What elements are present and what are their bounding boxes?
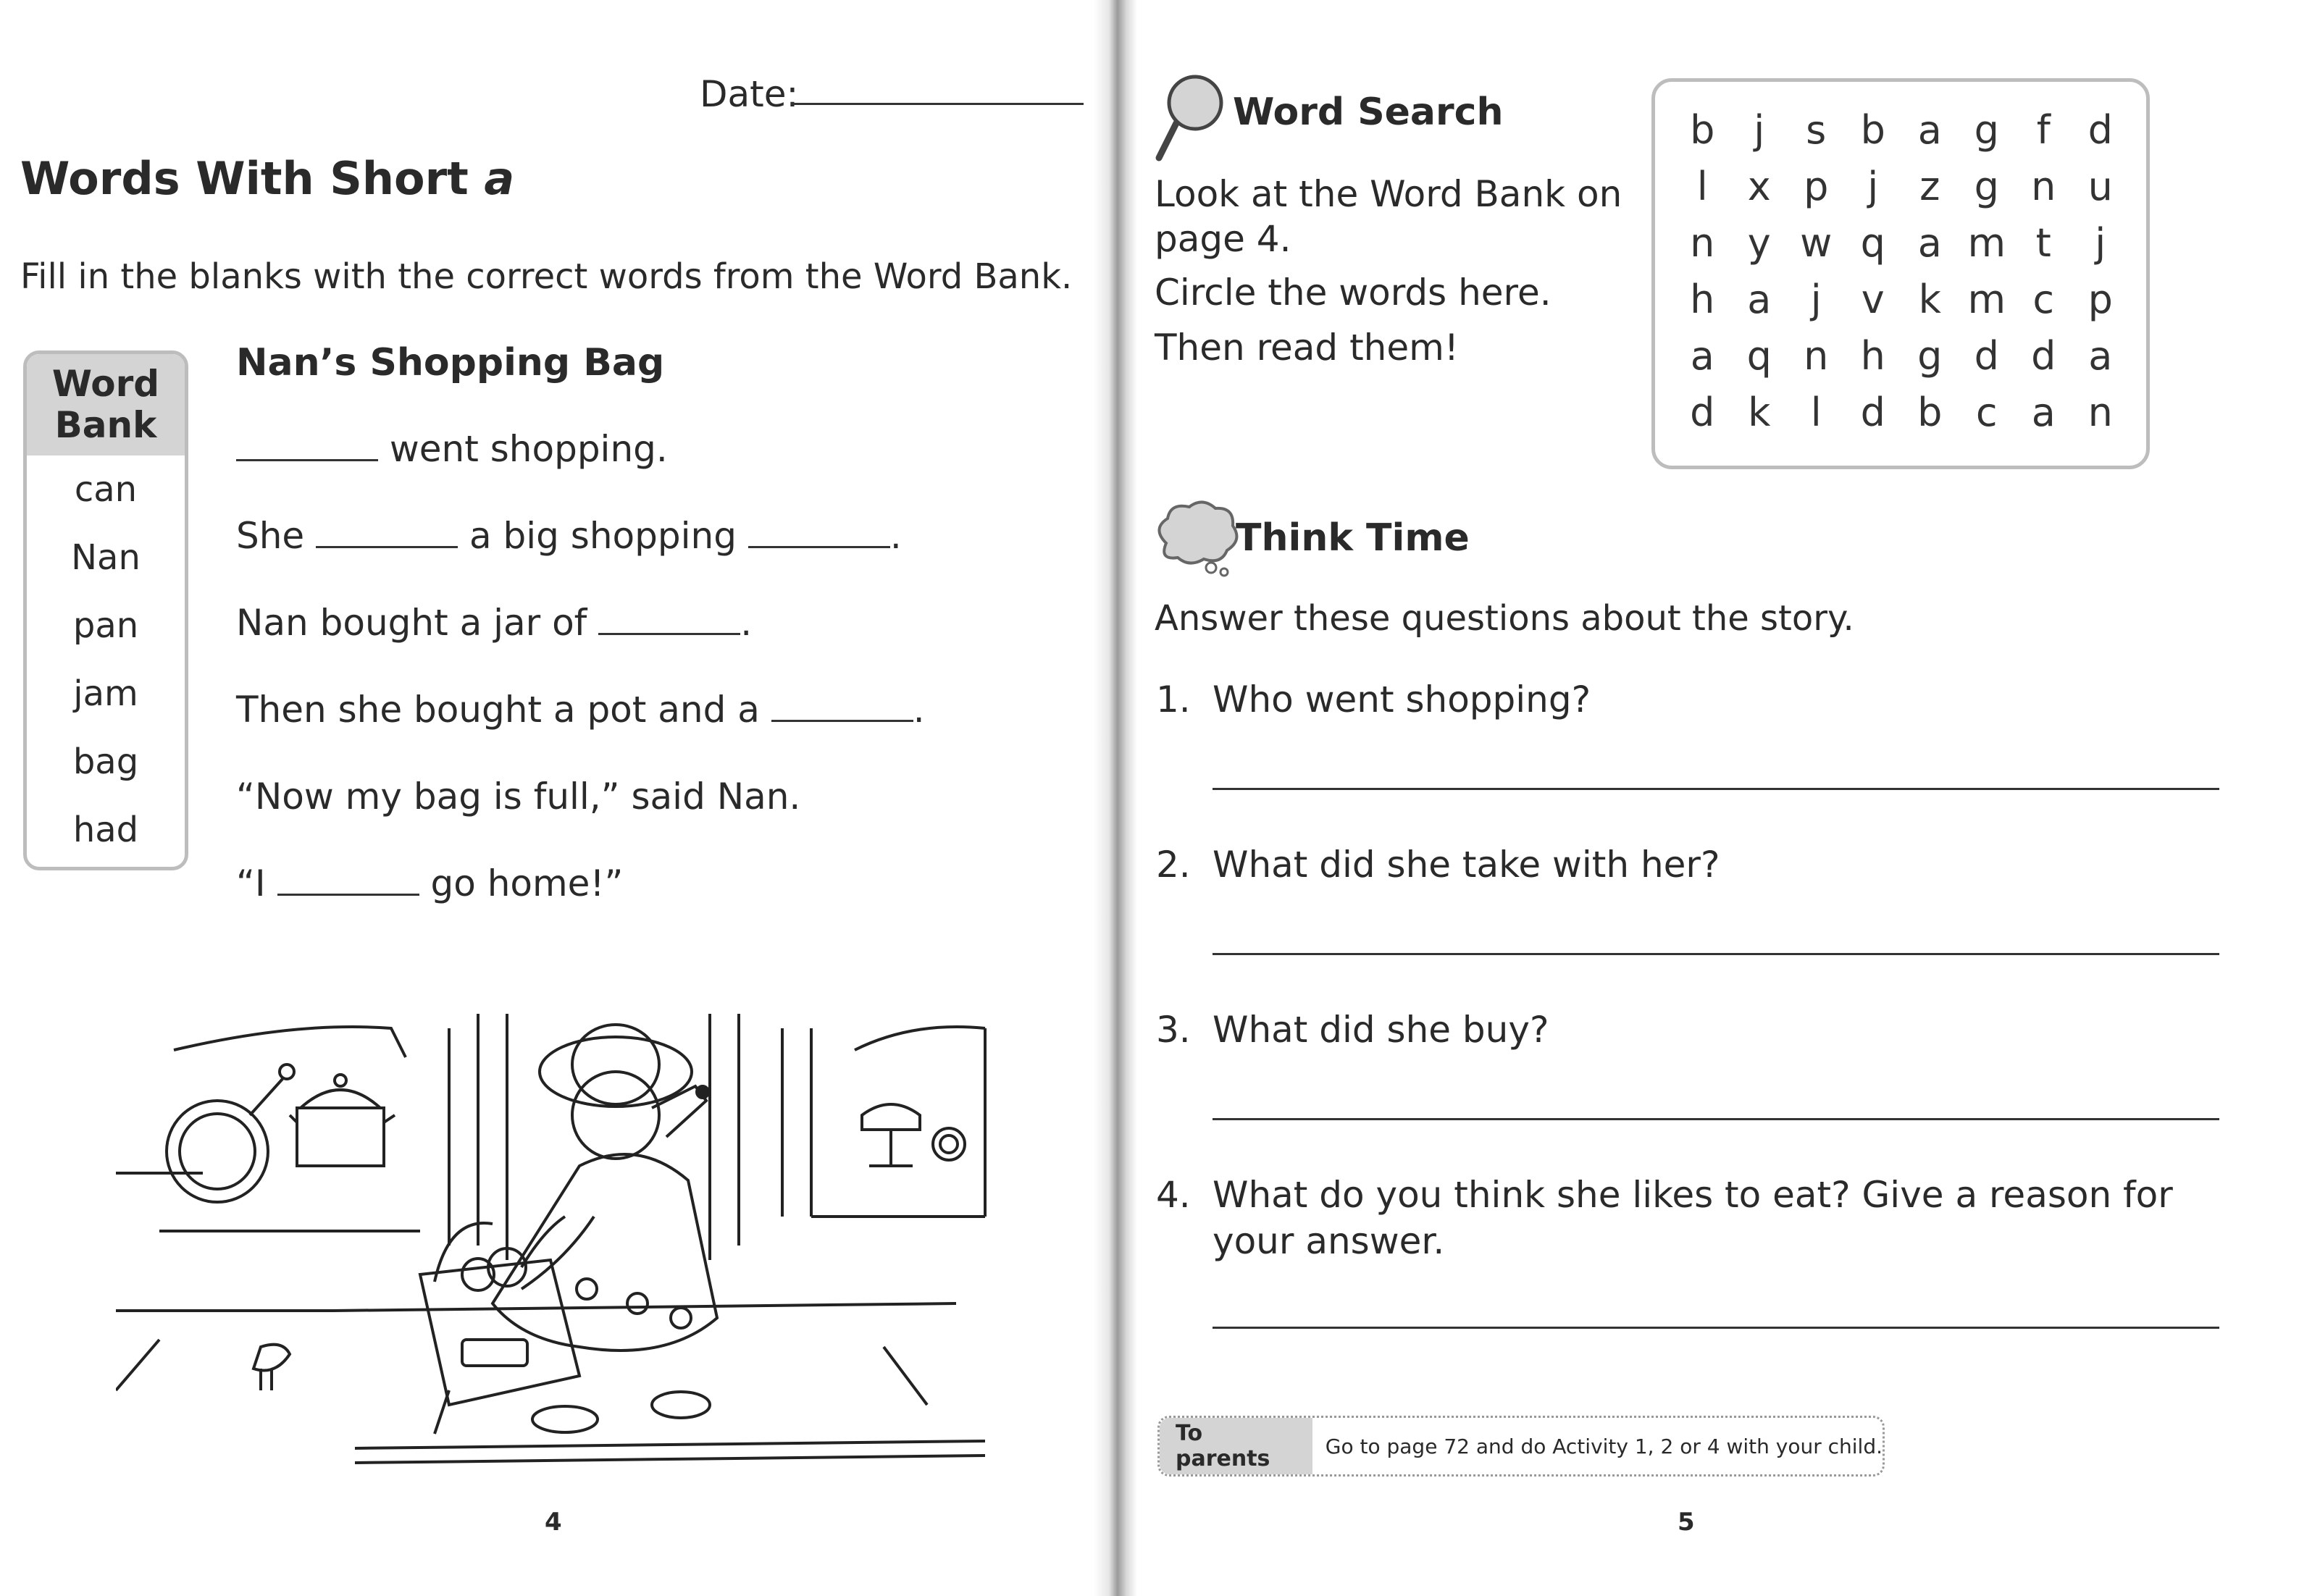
- grid-letter[interactable]: x: [1747, 164, 1771, 209]
- grid-letter[interactable]: l: [1696, 164, 1708, 209]
- parents-message: Go to page 72 and do Activity 1, 2 or 4 with your child.: [1325, 1434, 1883, 1458]
- word-search-text-2: page 4.: [1155, 218, 1291, 260]
- grid-letter[interactable]: j: [1810, 277, 1822, 322]
- grid-letter[interactable]: b: [1860, 107, 1885, 153]
- story-text: go home!”: [430, 862, 624, 904]
- story-text: Then she bought a pot and a: [236, 689, 760, 731]
- story-text: went shopping.: [389, 428, 668, 470]
- grid-letter[interactable]: d: [1690, 390, 1715, 435]
- grid-letter[interactable]: m: [1967, 220, 2006, 266]
- word-search-text-4: Then read them!: [1155, 327, 1459, 369]
- story-text: “I: [236, 862, 266, 904]
- date-field[interactable]: [791, 103, 1084, 105]
- grid-letter[interactable]: q: [1746, 333, 1772, 379]
- grid-letter[interactable]: a: [1747, 277, 1772, 322]
- word-bank-heading-line1: Word: [51, 362, 160, 405]
- word-bank-item: Nan: [71, 537, 141, 578]
- grid-letter[interactable]: s: [1806, 107, 1827, 153]
- left-page: [0, 0, 1101, 1596]
- think-time-instruction: Answer these questions about the story.: [1155, 598, 1854, 639]
- grid-letter[interactable]: v: [1861, 277, 1885, 322]
- word-search-grid-box: [1651, 78, 2150, 469]
- bear-shopping-illustration: [116, 999, 1014, 1477]
- grid-letter[interactable]: n: [2087, 390, 2113, 435]
- story-line-2: [236, 514, 902, 558]
- grid-letter[interactable]: t: [2035, 220, 2051, 266]
- story-text: a big shopping: [469, 515, 737, 557]
- grid-letter[interactable]: g: [1917, 333, 1943, 379]
- grid-letter[interactable]: d: [1860, 390, 1885, 435]
- grid-letter[interactable]: c: [1975, 390, 1998, 435]
- story-line-6: [236, 862, 623, 905]
- word-bank-item: can: [74, 469, 138, 510]
- story-text: Nan bought a jar of: [236, 602, 587, 644]
- story-line-3: [236, 601, 752, 644]
- question-text-continued: your answer.: [1213, 1220, 1445, 1262]
- grid-letter[interactable]: f: [2036, 107, 2051, 153]
- story-title: Nan’s Shopping Bag: [236, 341, 665, 385]
- word-bank-item: bag: [72, 742, 139, 782]
- blank-field[interactable]: [771, 717, 913, 722]
- grid-letter[interactable]: p: [1804, 164, 1829, 209]
- story-text: .: [889, 515, 902, 557]
- grid-letter[interactable]: h: [1690, 277, 1715, 322]
- story-line-1: [236, 427, 668, 471]
- word-bank-item: jam: [73, 673, 138, 714]
- grid-letter[interactable]: d: [2031, 333, 2056, 379]
- grid-letter[interactable]: u: [2087, 164, 2113, 209]
- question-number: 4.: [1156, 1174, 1191, 1216]
- right-page: [1101, 0, 2299, 1596]
- grid-letter[interactable]: l: [1810, 390, 1822, 435]
- grid-letter[interactable]: n: [1690, 220, 1715, 266]
- question-number: 2.: [1156, 844, 1191, 886]
- answer-line[interactable]: [1213, 1118, 2219, 1120]
- page-title-text: Words With Short: [20, 152, 469, 205]
- question-text: Who went shopping?: [1213, 679, 1591, 721]
- story-line-5: “Now my bag is full,” said Nan.: [236, 776, 801, 818]
- page-title: [20, 152, 514, 206]
- grid-letter[interactable]: q: [1860, 220, 1885, 266]
- blank-field[interactable]: [748, 543, 890, 548]
- page-number: 4: [545, 1508, 562, 1537]
- thought-cloud-icon: [1152, 500, 1246, 579]
- page-title-letter: a: [484, 152, 515, 205]
- grid-letter[interactable]: n: [2031, 164, 2056, 209]
- blank-field[interactable]: [598, 630, 740, 635]
- story-text: .: [913, 689, 925, 731]
- grid-letter[interactable]: k: [1748, 390, 1771, 435]
- word-bank-heading-line2: Bank: [54, 404, 157, 446]
- instruction-text: Fill in the blanks with the correct words from the Word Bank.: [20, 256, 1073, 297]
- grid-letter[interactable]: j: [2095, 220, 2106, 266]
- word-bank-heading: [27, 354, 185, 455]
- grid-letter[interactable]: z: [1919, 164, 1940, 209]
- question-number: 1.: [1156, 679, 1191, 721]
- blank-field[interactable]: [236, 456, 378, 461]
- grid-letter[interactable]: j: [1867, 164, 1879, 209]
- grid-letter[interactable]: a: [1917, 107, 1942, 153]
- grid-letter[interactable]: y: [1747, 220, 1771, 266]
- grid-letter[interactable]: d: [2087, 107, 2113, 153]
- grid-letter[interactable]: g: [1974, 164, 1999, 209]
- grid-letter[interactable]: a: [2088, 333, 2113, 379]
- word-bank-item: had: [72, 810, 139, 850]
- think-time-title: Think Time: [1236, 516, 1470, 560]
- word-search-text-1: Look at the Word Bank on: [1155, 173, 1622, 215]
- blank-field[interactable]: [277, 891, 419, 896]
- question-number: 3.: [1156, 1009, 1191, 1051]
- story-text: .: [740, 602, 753, 644]
- grid-letter[interactable]: c: [2032, 277, 2055, 322]
- answer-line[interactable]: [1213, 788, 2219, 790]
- grid-letter[interactable]: a: [1690, 333, 1714, 379]
- grid-letter[interactable]: n: [1804, 333, 1829, 379]
- magnifier-icon: [1153, 72, 1226, 167]
- story-line-4: [236, 688, 925, 731]
- parents-note: [1157, 1416, 1885, 1477]
- word-search-title: Word Search: [1233, 91, 1504, 134]
- grid-letter[interactable]: j: [1754, 107, 1765, 153]
- grid-letter[interactable]: b: [1917, 390, 1943, 435]
- question-text: What did she buy?: [1213, 1009, 1549, 1051]
- grid-letter[interactable]: g: [1974, 107, 1999, 153]
- word-bank-item: pan: [72, 605, 139, 646]
- page-number: 5: [1678, 1508, 1695, 1537]
- grid-letter[interactable]: w: [1800, 220, 1833, 266]
- grid-letter[interactable]: k: [1918, 277, 1941, 322]
- blank-field[interactable]: [316, 543, 458, 548]
- answer-line[interactable]: [1213, 1327, 2219, 1329]
- word-search-text-3: Circle the words here.: [1155, 272, 1551, 314]
- answer-line[interactable]: [1213, 953, 2219, 955]
- grid-letter[interactable]: h: [1860, 333, 1885, 379]
- grid-letter[interactable]: b: [1690, 107, 1715, 153]
- story-text: She: [236, 515, 305, 557]
- question-text: What did she take with her?: [1213, 844, 1720, 886]
- grid-letter[interactable]: d: [1974, 333, 1999, 379]
- grid-letter[interactable]: p: [2087, 277, 2113, 322]
- date-label: Date:: [700, 73, 799, 115]
- grid-letter[interactable]: m: [1967, 277, 2006, 322]
- question-text: What do you think she likes to eat? Give a reason for: [1213, 1174, 2173, 1216]
- grid-letter[interactable]: a: [2031, 390, 2056, 435]
- word-search-grid[interactable]: [1674, 102, 2129, 441]
- grid-letter[interactable]: a: [1917, 220, 1942, 266]
- word-bank: [23, 350, 188, 870]
- parents-label: To parents: [1160, 1418, 1312, 1474]
